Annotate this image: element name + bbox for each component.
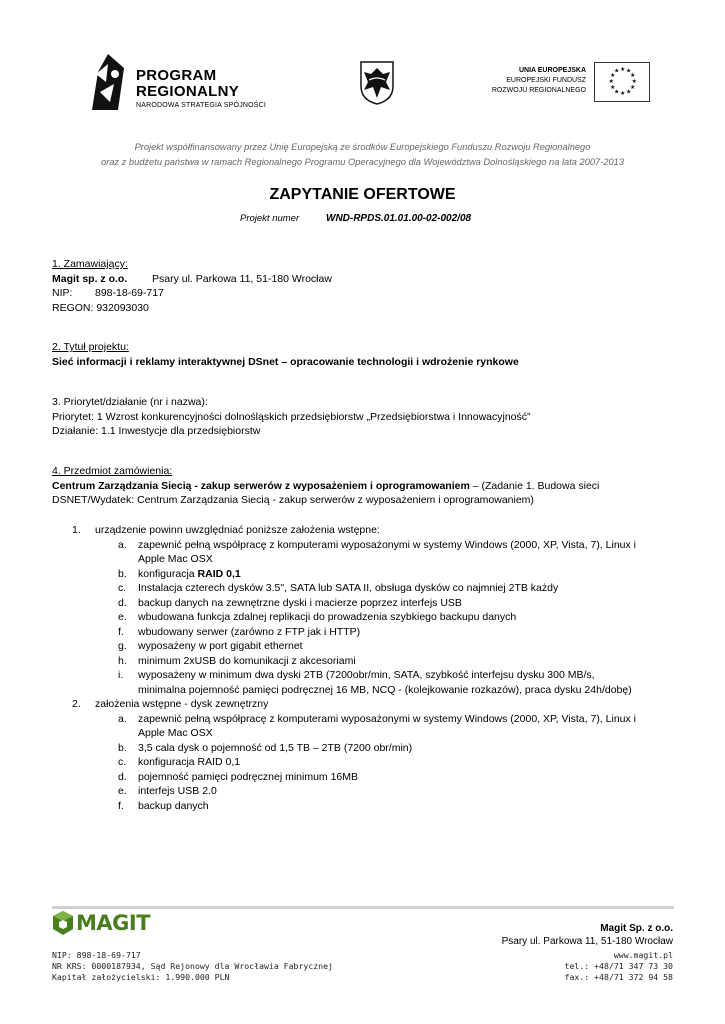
sub-item bbox=[52, 538, 692, 567]
section2-heading: 2. Tytuł projektu: bbox=[52, 341, 129, 353]
magit-cube-icon bbox=[52, 910, 74, 936]
nip-value: 898-18-69-717 bbox=[95, 287, 164, 299]
section-ordering-party bbox=[52, 257, 692, 315]
project-title: Sieć informacji i reklamy interaktywnej DSnet – opracowanie technologii i wdrożenie rynkowe bbox=[52, 355, 519, 368]
priority-line: Priorytet: 1 Wzrost konkurencyjności dolnośląskich przedsiębiorstw „Przedsiębiorstwa i Innowacyjność” bbox=[52, 410, 531, 423]
sub-item-letter: f. bbox=[118, 625, 124, 638]
svg-text:★: ★ bbox=[614, 67, 620, 75]
sub-item-text-cont: minimalna pojemność pamięci podręcznej 16 MB, NCQ - (kolejkowanie rozkazów), praca dysku 24h/dobę) bbox=[138, 683, 632, 696]
sub-item-letter: d. bbox=[118, 596, 127, 609]
svg-text:★: ★ bbox=[620, 90, 626, 97]
sub-item bbox=[52, 625, 692, 640]
sub-item-text: backup danych na zewnętrzne dyski i macierze poprzez interfejs USB bbox=[138, 596, 462, 609]
section4-heading: 4. Przedmiot zamówienia: bbox=[52, 465, 173, 477]
sub-item bbox=[52, 799, 692, 814]
svg-text:★: ★ bbox=[626, 88, 632, 96]
magit-logo-text: MAGIT bbox=[76, 911, 151, 935]
section3-heading: 3. Priorytet/działanie (nr i nazwa): bbox=[52, 396, 208, 408]
section-priority bbox=[52, 395, 692, 439]
sub-item-letter: b. bbox=[118, 567, 127, 580]
sub-item-text: interfejs USB 2.0 bbox=[138, 785, 217, 797]
project-number-line bbox=[240, 213, 471, 224]
sub-item-text: minimum 2xUSB do komunikacji z akcesoriami bbox=[138, 654, 356, 667]
footer-divider bbox=[52, 906, 674, 909]
svg-text:★: ★ bbox=[610, 72, 616, 79]
sub-item-text: 3,5 cala dysk o pojemność od 1,5 TB – 2TB (7200 obr/min) bbox=[138, 741, 413, 754]
footer-nip: NIP: 898-18-69-717 bbox=[52, 950, 141, 960]
svg-text:★: ★ bbox=[614, 88, 620, 96]
svg-text:★: ★ bbox=[610, 84, 616, 91]
eu-line1: UNIA EUROPEJSKA bbox=[518, 67, 586, 74]
section1-heading: 1. Zamawiający: bbox=[52, 258, 128, 270]
sub-item bbox=[52, 654, 692, 669]
footer-fax: fax.: +48/71 372 94 58 bbox=[564, 972, 673, 982]
sub-item-text: wbudowany serwer (zarówno z FTP jak i HTTP) bbox=[138, 625, 361, 638]
sub-item-letter: a. bbox=[118, 712, 127, 725]
sub-item bbox=[52, 567, 692, 582]
subject-rest: – (Zadanie 1. Budowa sieci bbox=[469, 479, 600, 492]
sub-item-text: konfiguracja RAID 0,1 bbox=[138, 756, 241, 768]
svg-text:★: ★ bbox=[626, 67, 632, 75]
sub-item bbox=[52, 755, 692, 770]
sub-item-text: backup danych bbox=[138, 799, 209, 812]
list-item-text: założenia wstępne - dysk zewnętrzny bbox=[95, 698, 269, 710]
sub-item-text: zapewnić pełną współpracę z komputerami wyposażonymi w systemy Windows (2000, XP, Vista, 7), Linux i bbox=[138, 712, 636, 725]
action-line: Działanie: 1.1 Inwestycje dla przedsiębiorstw bbox=[52, 425, 261, 437]
document-title: ZAPYTANIE OFERTOWE bbox=[269, 186, 456, 203]
company-address: Psary ul. Parkowa 11, 51-180 Wrocław bbox=[152, 272, 332, 285]
list-item-number: 1. bbox=[72, 524, 81, 536]
sub-item bbox=[52, 596, 692, 611]
sub-item-text: pojemność pamięci podręcznej minimum 16MB bbox=[138, 770, 359, 783]
cofinancing-note bbox=[0, 140, 725, 170]
sub-item-letter: e. bbox=[118, 785, 127, 797]
section-project-title bbox=[52, 340, 692, 369]
program-logo-line1: PROGRAM bbox=[136, 67, 217, 84]
sub-item-text: zapewnić pełną współpracę z komputerami wyposażonymi w systemy Windows (2000, XP, Vista, 7), Linux i bbox=[138, 538, 636, 551]
sub-item bbox=[52, 712, 692, 741]
sub-item-text: wyposażeny w minimum dwa dyski 2TB (7200obr/min, SATA, szybkość interfejsu dysku 300 MB/s, bbox=[138, 669, 595, 681]
sub-item bbox=[52, 784, 692, 799]
nip-line bbox=[52, 286, 692, 301]
svg-text:★: ★ bbox=[630, 72, 636, 79]
sub-item bbox=[52, 639, 692, 654]
sub-item-letter: i. bbox=[118, 669, 124, 681]
requirements-list bbox=[52, 523, 692, 813]
company-name: Magit sp. z o.o. bbox=[52, 272, 128, 285]
sub-item bbox=[52, 741, 692, 756]
sub-item-text: wyposażeny w port gigabit ethernet bbox=[138, 640, 303, 652]
sub-item-letter: g. bbox=[118, 640, 127, 652]
header-logo-bar bbox=[82, 48, 650, 126]
sub-item-bold: RAID 0,1 bbox=[197, 567, 241, 580]
sub-item-letter: c. bbox=[118, 582, 127, 594]
sub-item bbox=[52, 581, 692, 596]
program-regionalny-logo bbox=[88, 52, 288, 114]
sub-item bbox=[52, 770, 692, 785]
sub-item-letter: d. bbox=[118, 770, 127, 783]
footer-registration bbox=[52, 950, 333, 983]
sub-item-letter: c. bbox=[118, 756, 127, 768]
program-logo-subtitle: NARODOWA STRATEGIA SPÓJNOŚCI bbox=[136, 102, 267, 109]
footer-company-block bbox=[502, 922, 673, 948]
eu-fund-label bbox=[482, 66, 586, 96]
subject-line1 bbox=[52, 479, 692, 494]
sub-item bbox=[52, 668, 692, 697]
list-item bbox=[52, 697, 692, 712]
svg-text:★: ★ bbox=[608, 78, 614, 85]
nip-label: NIP: bbox=[52, 287, 73, 299]
footer-www: www.magit.pl bbox=[613, 950, 673, 960]
svg-text:★: ★ bbox=[630, 84, 636, 91]
project-label: Projekt numer bbox=[240, 213, 300, 224]
sub-item-text: konfiguracja bbox=[138, 567, 198, 580]
silesian-eagle-emblem bbox=[357, 60, 397, 106]
sub-item-text: Instalacja czterech dysków 3.5", SATA lub SATA II, obsługa dysków co najmniej 2TB każdy bbox=[138, 582, 559, 594]
eu-line3: ROZWOJU REGIONALNEGO bbox=[491, 87, 586, 94]
program-regionalny-icon bbox=[88, 52, 128, 112]
sub-item-letter: h. bbox=[118, 654, 127, 667]
subject-bold: Centrum Zarządzania Siecią - zakup serwerów z wyposażeniem i oprogramowaniem bbox=[52, 479, 470, 492]
list-item bbox=[52, 523, 692, 538]
footer-address: Psary ul. Parkowa 11, 51-180 Wrocław bbox=[501, 936, 673, 947]
sub-item-text-cont: Apple Mac OSX bbox=[138, 553, 213, 565]
sub-item-text-cont: Apple Mac OSX bbox=[138, 727, 213, 739]
subject-line2: DSNET/Wydatek: Centrum Zarządzania Siecią - zakup serwerów z wyposażeniem i oprogramowaniem) bbox=[52, 494, 534, 506]
company-line bbox=[52, 272, 692, 287]
footer-contact bbox=[565, 950, 673, 983]
program-logo-line2: REGIONALNY bbox=[136, 83, 240, 100]
sub-item-letter: e. bbox=[118, 611, 127, 623]
eu-flag-icon bbox=[594, 62, 650, 102]
sub-item bbox=[52, 610, 692, 625]
project-number: WND-RPDS.01.01.00-02-002/08 bbox=[326, 213, 472, 224]
sub-item-letter: f. bbox=[118, 799, 124, 812]
list-item-text: urządzenie powinn uwzględniać poniższe założenia wstępne: bbox=[95, 524, 380, 536]
eu-line2: EUROPEJSKI FUNDUSZ bbox=[506, 77, 586, 84]
svg-text:★: ★ bbox=[631, 78, 637, 85]
sub-item-letter: b. bbox=[118, 741, 127, 754]
sub-item-text: wbudowana funkcja zdalnej replikacji do prowadzenia szybkiego backupu danych bbox=[138, 611, 517, 623]
footer-krs: NR KRS: 0000187934, Sąd Rejonowy dla Wrocławia Fabrycznej bbox=[52, 961, 333, 971]
cofinancing-line2: oraz z budżetu państwa w ramach Regionalnego Programu Operacyjnego dla Województwa Dolnośląskiego na lata 2007-2013 bbox=[101, 157, 624, 167]
cofinancing-line1: Projekt współfinansowany przez Unię Europejską ze środków Europejskiego Funduszu Rozwoju Regionalnego bbox=[134, 142, 591, 152]
footer-company: Magit Sp. z o.o. bbox=[600, 923, 673, 934]
sub-item-letter: a. bbox=[118, 538, 127, 551]
regon-line: REGON: 932093030 bbox=[52, 301, 149, 314]
magit-logo bbox=[52, 910, 162, 938]
svg-text:★: ★ bbox=[620, 66, 626, 73]
list-item-number: 2. bbox=[72, 698, 81, 710]
section-order-subject bbox=[52, 464, 692, 508]
footer-capital: Kapitał założycielski: 1.990.000 PLN bbox=[52, 972, 230, 982]
footer-tel: tel.: +48/71 347 73 30 bbox=[564, 961, 673, 971]
